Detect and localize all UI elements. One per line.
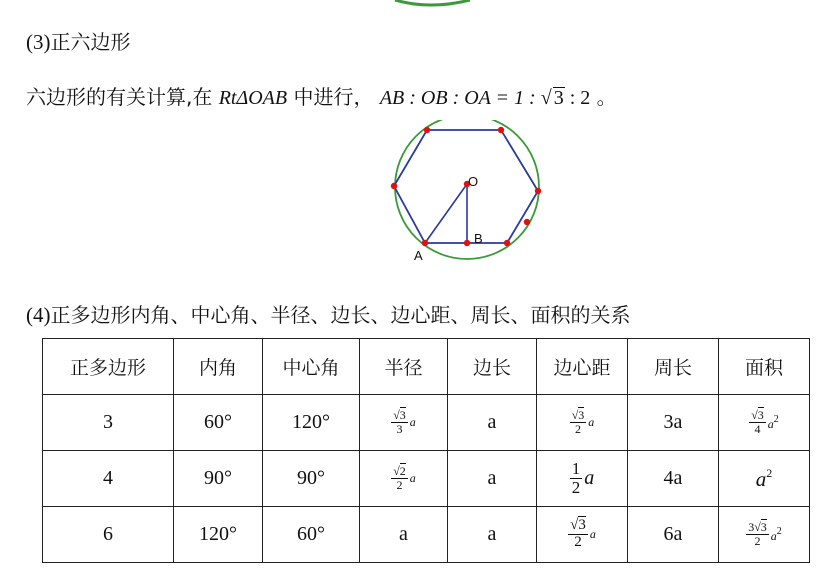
point-bottom-right xyxy=(504,240,510,246)
cell-sides: 3 xyxy=(43,395,174,451)
cell-perimeter: 3a xyxy=(628,395,719,451)
cell-radius: $\frac{√3}{3}$ a xyxy=(360,395,448,451)
ratio-lhs: AB : OB : OA = 1 : xyxy=(379,87,541,109)
cell-area: $\frac{√3}{4}$ $a^2$ xyxy=(719,395,810,451)
label-b: B xyxy=(474,231,483,246)
point-top-right xyxy=(498,127,504,133)
table-row xyxy=(43,507,810,563)
segment-oa xyxy=(425,184,467,243)
radius-fraction: $\frac{√2}{2}$ xyxy=(393,464,406,492)
header-perimeter: 周长 xyxy=(628,339,719,395)
cell-perimeter: 4a xyxy=(628,451,719,507)
point-extra xyxy=(524,219,530,225)
section-4-title: 正多边形内角、中心角、半径、边长、边心距、周长、面积的关系 xyxy=(50,303,631,327)
area-fraction: $\frac{√3}{4}$ xyxy=(751,408,764,436)
header-area: 面积 xyxy=(719,339,810,395)
cell-apothem: $\frac{√3}{2}$ a xyxy=(537,395,628,451)
area-fraction: $\frac{3√3}{2}$ xyxy=(748,520,767,548)
hexagon-diagram xyxy=(380,120,560,270)
intro-text-middle: 中进行， xyxy=(287,85,374,109)
header-apothem: 边心距 xyxy=(537,339,628,395)
cell-side: a xyxy=(448,451,537,507)
ratio-end: : 2 xyxy=(564,87,591,109)
table-row xyxy=(43,395,810,451)
header-side: 边长 xyxy=(448,339,537,395)
cell-central: 90° xyxy=(263,451,360,507)
cell-interior: 120° xyxy=(174,507,263,563)
ratio-sqrt-arg: 3 xyxy=(553,87,564,109)
intro-period: 。 xyxy=(590,85,617,109)
point-top-left xyxy=(424,127,430,133)
cell-apothem: $\frac{1}{2}$ a xyxy=(537,451,628,507)
cell-interior: 90° xyxy=(174,451,263,507)
section-3-title: 正六边形 xyxy=(50,30,131,54)
cell-side: a xyxy=(448,507,537,563)
point-left xyxy=(391,183,397,189)
apothem-fraction: $\frac{1}{2}$ xyxy=(571,459,581,497)
cell-sides: 4 xyxy=(43,451,174,507)
section-4-heading xyxy=(26,299,631,328)
apothem-fraction: $\frac{√3}{2}$ xyxy=(570,517,586,550)
label-o: O xyxy=(468,174,479,189)
cell-area: $\frac{3√3}{2}$ $a^2$ xyxy=(719,507,810,563)
cell-radius: $\frac{√2}{2}$ a xyxy=(360,451,448,507)
point-a xyxy=(422,240,428,246)
cell-central: 120° xyxy=(263,395,360,451)
intro-ratio: AB : OB : OA = 1 : √ 3 : 2 xyxy=(379,87,591,109)
regular-polygon-table xyxy=(42,338,810,563)
intro-text-before: 六边形的有关计算,在 xyxy=(26,85,219,109)
header-central-angle: 中心角 xyxy=(263,339,360,395)
cell-apothem: $\frac{√3}{2}$ a xyxy=(537,507,628,563)
point-right xyxy=(535,188,541,194)
label-a: A xyxy=(414,248,423,263)
cell-radius: a xyxy=(360,507,448,563)
top-edge-decoration xyxy=(0,0,831,12)
apothem-fraction: $\frac{√3}{2}$ xyxy=(571,408,585,436)
intro-triangle: RtΔOAB xyxy=(218,87,288,109)
cell-interior: 60° xyxy=(174,395,263,451)
point-b xyxy=(464,240,470,246)
cell-side: a xyxy=(448,395,537,451)
header-polygon: 正多边形 xyxy=(43,339,174,395)
cell-perimeter: 6a xyxy=(628,507,719,563)
header-interior-angle: 内角 xyxy=(174,339,263,395)
table-header-row xyxy=(43,339,810,395)
section-3-number: (3) xyxy=(26,30,51,54)
cell-sides: 6 xyxy=(43,507,174,563)
section-3-heading xyxy=(26,26,131,55)
table-row xyxy=(43,451,810,507)
cell-central: 60° xyxy=(263,507,360,563)
area-expression: $a^2$ xyxy=(755,465,773,491)
section-4-number: (4) xyxy=(26,303,51,327)
hexagon-intro-line xyxy=(26,81,617,110)
cell-area xyxy=(719,451,810,507)
header-radius: 半径 xyxy=(360,339,448,395)
radius-fraction: $\frac{√3}{3}$ xyxy=(393,408,406,436)
